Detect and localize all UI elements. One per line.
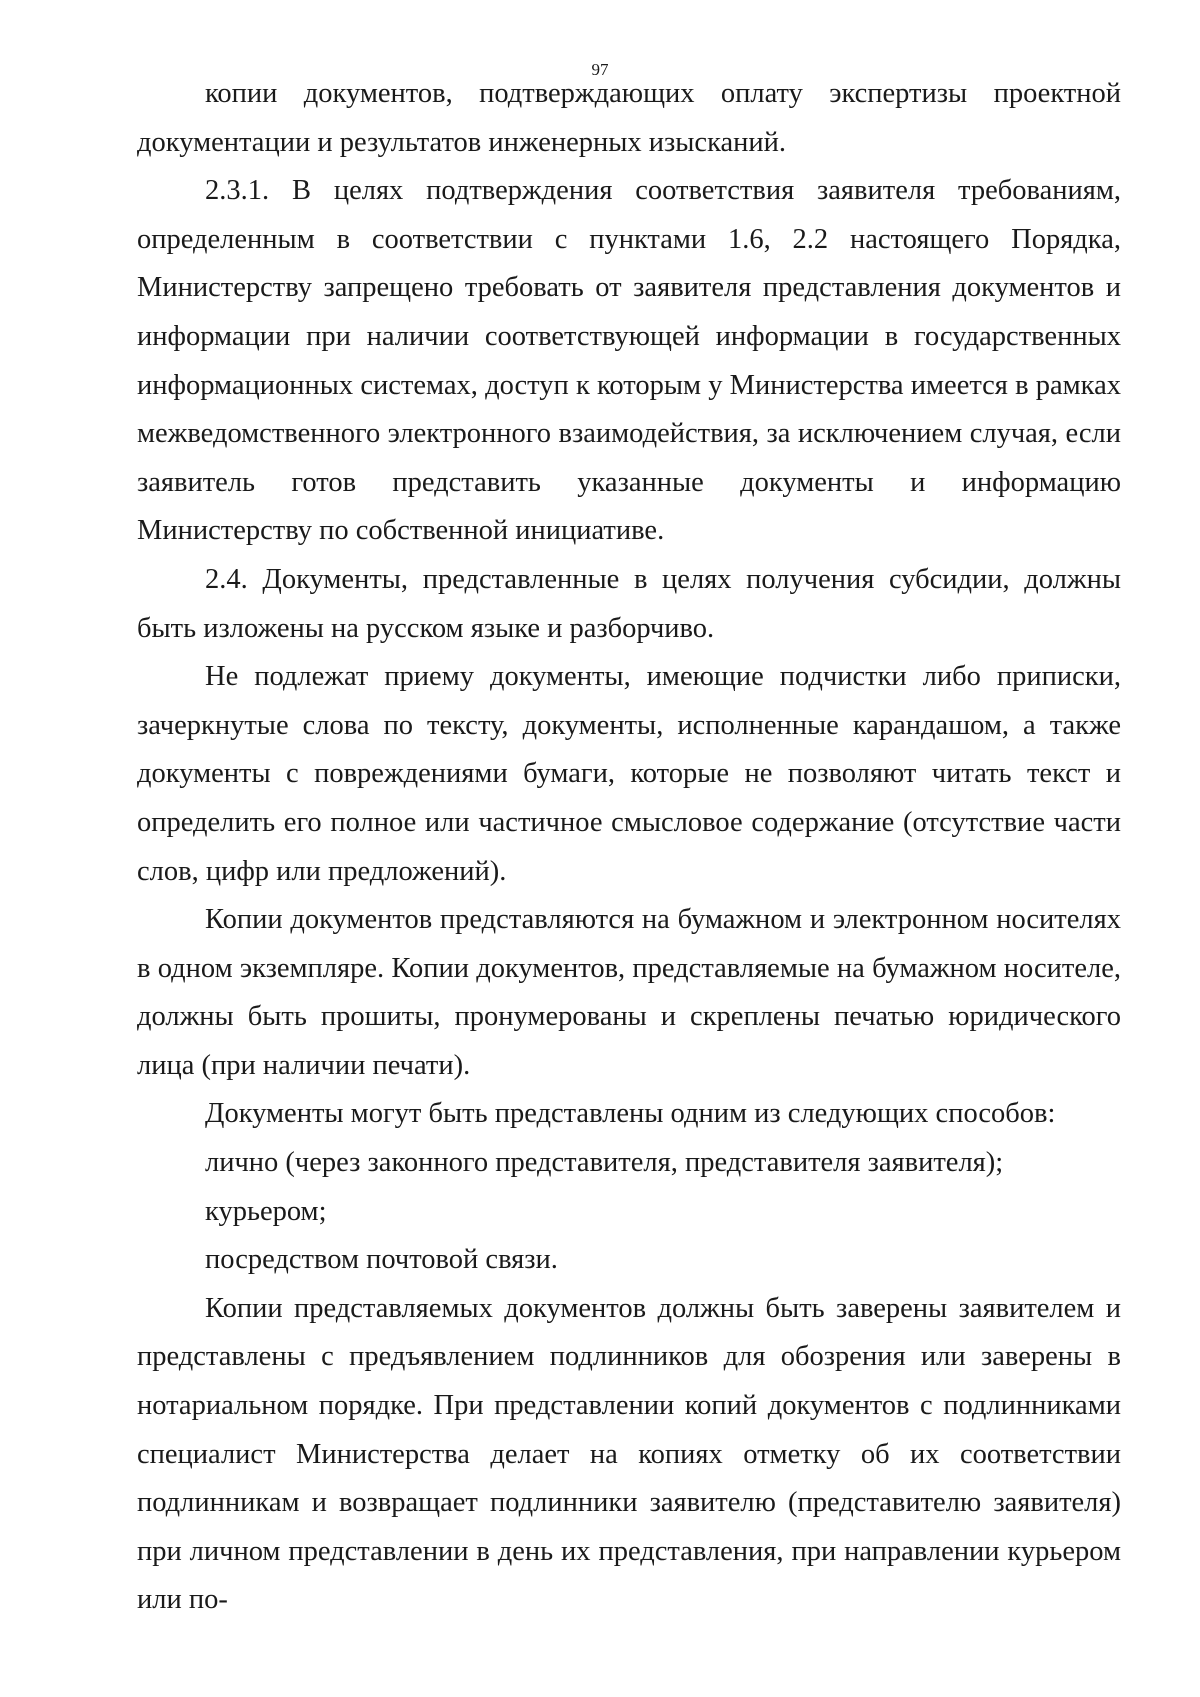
paragraph-2-4: 2.4. Документы, представленные в целях получения субсидии, должны быть изложены на русском языке и разборчиво. [137, 563, 1121, 644]
document-body [137, 70, 1121, 1625]
paragraph-submission-methods: Документы могут быть представлены одним из следующих способов: [205, 1098, 1056, 1130]
paragraph-certified-copies: Копии представляемых документов должны быть заверены заявителем и представлены с предъявлением подлинников для обозрения или заверены в нотариальном порядке. При представлении копий документов с подлинниками специалист Министерства делает на копиях отметку об их соответствии подлинникам и возвращает подлинники заявителю (представителю заявителя) при личном представлении в день их представления, при направлении курьером или по- [137, 1292, 1121, 1616]
list-item-courier: курьером; [205, 1195, 327, 1227]
paragraph-not-accepted: Не подлежат приему документы, имеющие подчистки либо приписки, зачеркнутые слова по тексту, документы, исполненные карандашом, а также документы с повреждениями бумаги, которые не позволяют читать текст и определить его полное или частичное смысловое содержание (отсутствие части слов, цифр или предложений). [137, 661, 1121, 887]
paragraph-payment-copies: копии документов, подтверждающих оплату экспертизы проектной документации и результатов инженерных изысканий. [137, 78, 1121, 158]
list-item-in-person: лично (через законного представителя, представителя заявителя); [205, 1147, 1004, 1179]
paragraph-2-3-1: 2.3.1. В целях подтверждения соответствия заявителя требованиям, определенным в соответствии с пунктами 1.6, 2.2 настоящего Порядка, Министерству запрещено требовать от заявителя представления документов и информации при наличии соответствующей информации в государственных информационных системах, доступ к которым у Министерства имеется в рамках межведомственного электронного взаимодействия, за исключением случая, если заявитель готов представить указанные документы и информацию Министерству по собственной инициативе. [137, 175, 1121, 547]
page-number: 97 [591, 60, 609, 79]
paragraph-copies-media: Копии документов представляются на бумажном и электронном носителях в одном экземпляре. Копии документов, представляемые на бумажном носителе, должны быть прошиты, пронумерованы и скреплены печатью юридического лица (при наличии печати). [137, 904, 1121, 1081]
list-item-postal: посредством почтовой связи. [205, 1244, 558, 1276]
